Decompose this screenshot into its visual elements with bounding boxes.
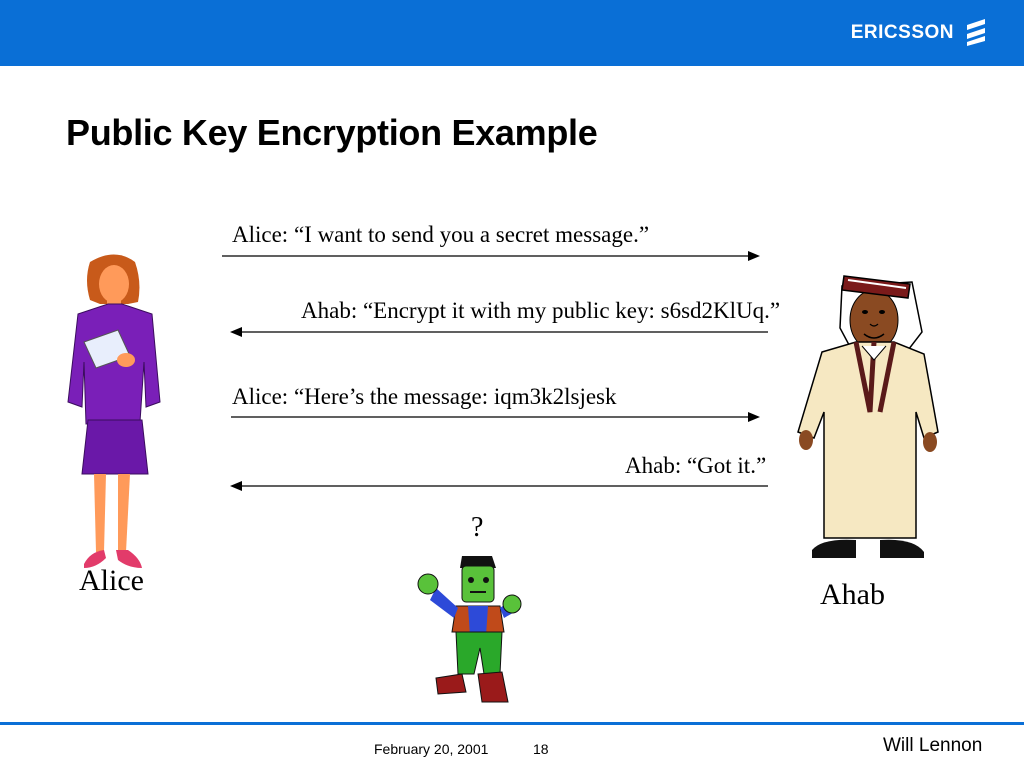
eavesdropper-question-mark: ?	[471, 512, 484, 543]
message-4-arrow	[230, 481, 768, 491]
ahab-figure	[784, 262, 950, 568]
message-2-arrow	[230, 327, 768, 337]
footer-divider	[0, 722, 1024, 725]
footer-author: Will Lennon	[883, 735, 983, 756]
slide-title: Public Key Encryption Example	[66, 112, 598, 153]
page-number: 18	[533, 741, 549, 757]
message-4-text: Ahab: “Got it.”	[625, 453, 767, 478]
footer-date: February 20, 2001	[374, 741, 489, 757]
message-1-text: Alice: “I want to send you a secret message.”	[232, 222, 650, 247]
message-1-arrow	[222, 251, 760, 261]
message-3-arrow	[231, 412, 760, 422]
message-3-text: Alice: “Here’s the message: iqm3k2lsjesk	[232, 384, 617, 409]
brand-name: ERICSSON	[850, 22, 954, 43]
eavesdropper-monster-figure	[416, 552, 522, 706]
alice-label: Alice	[79, 564, 144, 597]
ahab-label: Ahab	[820, 578, 885, 611]
alice-figure	[60, 252, 170, 574]
message-2-text: Ahab: “Encrypt it with my public key: s6sd2KlUq.”	[301, 298, 781, 323]
